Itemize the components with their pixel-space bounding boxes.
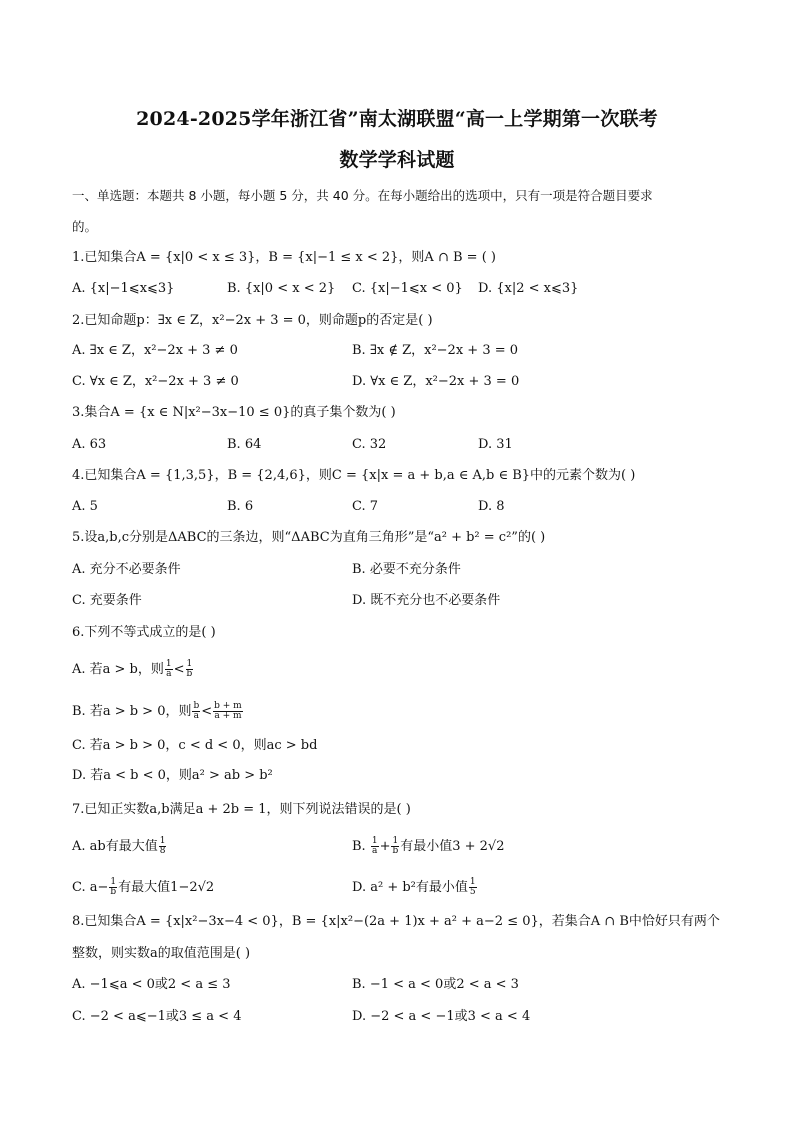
question-2-option-c: C. ∀x ∈ Z，x²−2x + 3 ≠ 0	[72, 374, 239, 389]
fraction	[186, 660, 194, 679]
question-4-stem: 4.已知集合A = {1,3,5}，B = {2,4,6}，则C = {x|x = a + b,a ∈ A,b ∈ B}中的元素个数为( )	[72, 468, 636, 483]
question-2-stem: 2.已知命题p：∃x ∈ Z，x²−2x + 3 = 0，则命题p的否定是( )	[72, 313, 433, 328]
question-3-stem: 3.集合A = {x ∈ N|x²−3x−10 ≤ 0}的真子集个数为( )	[72, 405, 396, 420]
denominator: 5	[469, 887, 476, 897]
numerator: 1	[392, 836, 399, 846]
numerator: 1	[371, 836, 378, 846]
numerator: 1	[186, 659, 193, 669]
section-instructions: 一、单选题：本题共 8 小题，每小题 5 分，共 40 分。在每小题给出的选项中，只有一项是符合题目要求	[72, 188, 653, 203]
question-7-option-d	[352, 878, 478, 897]
question-7-option-b-text: 有最小值3 + 2√2	[400, 839, 505, 854]
question-6-option-b	[72, 702, 244, 721]
section-instructions-cont: 的。	[72, 219, 98, 234]
question-8-option-d: D. −2 < a < −1或3 < a < 4	[352, 1009, 531, 1024]
question-7-option-d-text: D. a² + b²有最小值	[352, 880, 468, 895]
denominator: b	[110, 887, 117, 897]
operator: +	[379, 839, 391, 854]
question-2-option-b: B. ∃x ∉ Z，x²−2x + 3 = 0	[352, 343, 519, 358]
question-3-option-c: C. 32	[352, 437, 387, 452]
denominator: b	[392, 846, 399, 856]
question-8-option-c: C. −2 < a⩽−1或3 ≤ a < 4	[72, 1009, 242, 1024]
denominator: 8	[159, 846, 166, 856]
question-1-option-b: B. {x|0 < x < 2}	[227, 281, 336, 296]
denominator: a	[372, 846, 378, 856]
question-2-option-d: D. ∀x ∈ Z，x²−2x + 3 = 0	[352, 374, 520, 389]
question-4-option-a: A. 5	[72, 499, 98, 514]
fraction	[213, 702, 243, 721]
question-1-option-d: D. {x|2 < x⩽3}	[478, 281, 579, 296]
denominator: a	[166, 669, 172, 679]
question-2-option-a: A. ∃x ∈ Z，x²−2x + 3 ≠ 0	[72, 343, 238, 358]
question-3-option-d: D. 31	[478, 437, 513, 452]
fraction	[165, 660, 173, 679]
question-6-option-a-text: A. 若a > b，则	[72, 662, 164, 677]
numerator: b	[193, 701, 200, 711]
question-6-option-c: C. 若a > b > 0，c < d < 0，则ac > bd	[72, 738, 318, 753]
question-3-option-b: B. 64	[227, 437, 262, 452]
question-1-option-c: C. {x|−1⩽x < 0}	[352, 281, 463, 296]
question-1-stem: 1.已知集合A = {x|0 < x ≤ 3}，B = {x|−1 ≤ x < 2}，则A ∩ B = ( )	[72, 250, 496, 265]
question-5-option-c: C. 充要条件	[72, 593, 142, 608]
question-8-stem-cont: 整数，则实数a的取值范围是( )	[72, 946, 251, 961]
question-7-option-c	[72, 878, 214, 897]
question-6-option-d: D. 若a < b < 0，则a² > ab > b²	[72, 768, 273, 783]
question-8-stem: 8.已知集合A = {x|x²−3x−4 < 0}，B = {x|x²−(2a + 1)x + a² + a−2 ≤ 0}，若集合A ∩ B中恰好只有两个	[72, 914, 720, 929]
question-3-option-a: A. 63	[72, 437, 107, 452]
question-8-option-a: A. −1⩽a < 0或2 < a ≤ 3	[72, 977, 231, 992]
denominator: a + m	[214, 711, 242, 721]
fraction	[371, 837, 379, 856]
question-5-option-a: A. 充分不必要条件	[72, 562, 181, 577]
fraction	[469, 878, 477, 897]
fraction	[159, 837, 167, 856]
question-6-option-b-text: B. 若a > b > 0，则	[72, 704, 192, 719]
numerator: 1	[159, 836, 166, 846]
question-5-option-d: D. 既不充分也不必要条件	[352, 593, 501, 608]
question-7-option-a-text: A. ab有最大值	[72, 839, 158, 854]
question-4-option-d: D. 8	[478, 499, 505, 514]
question-7-option-c-text: 有最大值1−2√2	[118, 880, 215, 895]
exam-subtitle: 数学学科试题	[339, 149, 455, 171]
numerator: 1	[110, 877, 117, 887]
question-4-option-b: B. 6	[227, 499, 254, 514]
question-8-option-b: B. −1 < a < 0或2 < a < 3	[352, 977, 519, 992]
operator: <	[201, 704, 213, 719]
question-4-option-c: C. 7	[352, 499, 379, 514]
question-7-option-c-label: C. a−	[72, 880, 109, 895]
question-5-option-b: B. 必要不充分条件	[352, 562, 461, 577]
question-6-stem: 6.下列不等式成立的是( )	[72, 625, 216, 640]
question-1-option-a: A. {x|−1⩽x⩽3}	[72, 281, 175, 296]
numerator: 1	[469, 877, 476, 887]
fraction	[109, 878, 117, 897]
fraction	[192, 702, 200, 721]
question-7-option-a	[72, 837, 167, 856]
question-7-stem: 7.已知正实数a,b满足a + 2b = 1，则下列说法错误的是( )	[72, 802, 411, 817]
operator: <	[173, 662, 185, 677]
fraction	[391, 837, 399, 856]
numerator: 1	[165, 659, 172, 669]
exam-title: 2024-2025学年浙江省”南太湖联盟“高一上学期第一次联考	[136, 108, 658, 130]
numerator: b + m	[214, 701, 242, 711]
question-7-option-b-label: B.	[352, 839, 366, 854]
question-7-option-b	[352, 837, 505, 856]
question-6-option-a	[72, 660, 194, 679]
denominator: a	[193, 711, 200, 721]
question-5-stem: 5.设a,b,c分别是ΔABC的三条边，则“ΔABC为直角三角形”是“a² + b² = c²”的( )	[72, 530, 546, 545]
denominator: b	[186, 669, 193, 679]
